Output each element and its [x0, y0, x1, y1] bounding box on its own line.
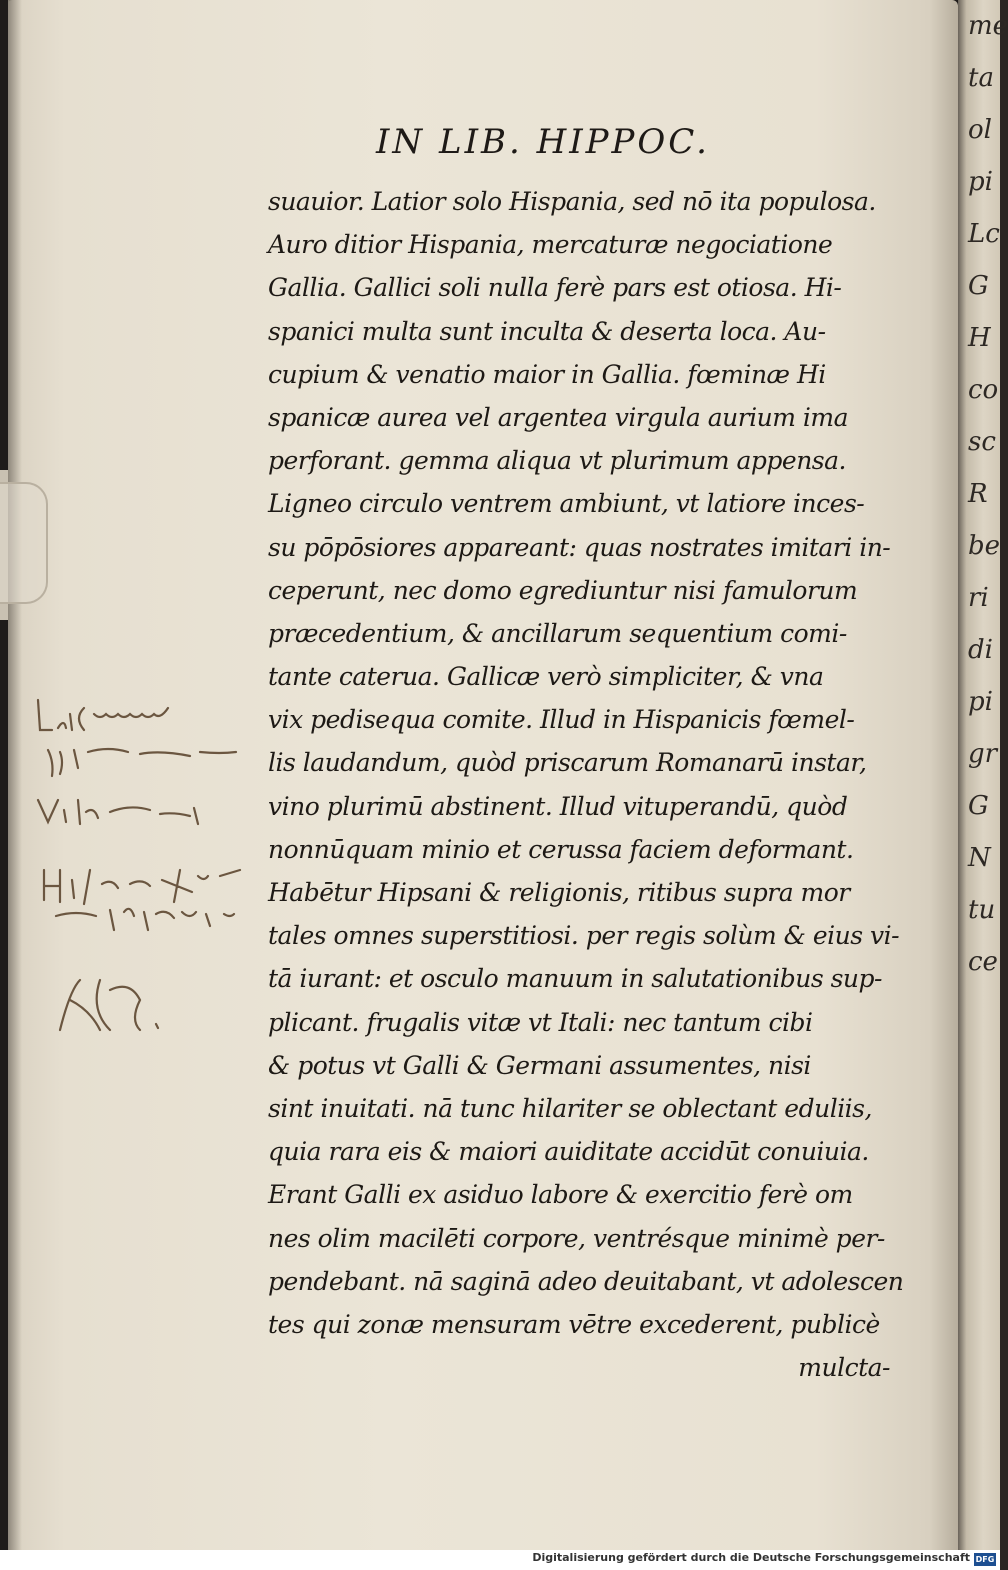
facing-page-fragment: pi	[968, 167, 993, 197]
facing-page-fragment: N	[968, 843, 991, 873]
facing-page-fragment: ol	[968, 115, 992, 145]
facing-page-fragment: gr	[968, 739, 998, 769]
facing-page-fragment: be	[968, 531, 1001, 561]
text-line: quia rara eis & maiori auiditate accidūt conuiuia.	[268, 1137, 869, 1167]
text-line: perforant. gemma aliqua vt plurimum appensa.	[268, 446, 846, 476]
text-line: Auro ditior Hispania, mercaturæ negociatione	[268, 230, 833, 260]
text-line: Gallia. Gallici soli nulla ferè pars est otiosa. Hi-	[268, 273, 842, 303]
book-clip	[0, 482, 48, 604]
text-line: Erant Galli ex asiduo labore & exercitio ferè om	[268, 1180, 853, 1210]
facing-page-fragment: H	[968, 323, 991, 353]
footer-bar	[0, 1550, 1000, 1570]
text-line: tā iurant: et osculo manuum in salutationibus sup-	[268, 964, 882, 994]
text-line: & potus vt Galli & Germani assumentes, nisi	[268, 1050, 811, 1080]
marginalia-drawing	[30, 700, 270, 1060]
text-line: ceperunt, nec domo egrediuntur nisi famulorum	[268, 575, 858, 605]
text-line: plicant. frugalis vitæ vt Itali: nec tantum cibi	[268, 1007, 813, 1037]
facing-page-fragment: ce	[968, 947, 998, 977]
text-line: tante caterua. Gallicæ verò simpliciter, & vna	[268, 662, 824, 692]
body-text	[268, 180, 908, 1389]
facing-page-fragment: G	[968, 791, 989, 821]
text-line: su pōpōsiores appareant: quas nostrates imitari in-	[268, 532, 891, 562]
facing-page-fragment: co	[968, 375, 999, 405]
funding-credit: Digitalisierung gefördert durch die Deutsche Forschungsgemeinschaft	[532, 1551, 970, 1564]
text-line: vino plurimū abstinent. Illud vituperandū, quòd	[268, 791, 848, 821]
manuscript-marginalia	[30, 700, 270, 1060]
facing-page-edge	[958, 0, 1008, 1550]
facing-page-fragment: pi	[968, 687, 993, 717]
facing-page-fragment: ri	[968, 583, 989, 613]
catchword: mulcta-	[798, 1353, 890, 1383]
text-line: nonnūquam minio et cerussa faciem deformant.	[268, 834, 854, 864]
facing-page-fragment: Lc	[968, 219, 1000, 249]
text-line: lis laudandum, quòd priscarum Romanarū instar,	[268, 748, 867, 778]
text-line: Habētur Hipsani & religionis, ritibus supra mor	[268, 878, 850, 907]
facing-page-fragment: di	[968, 635, 993, 665]
text-line: vix pedisequa comite. Illud in Hispanicis fœmel-	[268, 705, 855, 735]
text-line: cupium & venatio maior in Gallia. fœminæ Hi	[268, 359, 826, 389]
text-line: suauior. Latior solo Hispania, sed nō ita populosa.	[268, 187, 876, 216]
gutter-shadow	[8, 0, 22, 1550]
facing-page-fragment: me	[968, 11, 1008, 41]
text-line: nes olim macilēti corpore, ventrésque minimè per-	[268, 1223, 885, 1253]
text-line: tales omnes superstitiosi. per regis solùm & eius vi-	[268, 921, 900, 951]
facing-page-fragment: tu	[968, 895, 996, 925]
text-line: tes qui zonæ mensuram vētre excederent, publicè	[268, 1309, 880, 1339]
text-line: spanicæ aurea vel argentea virgula aurium ima	[268, 402, 849, 432]
facing-page-fragment: ta	[968, 63, 994, 93]
text-line: sint inuitati. nā tunc hilariter se oblectant eduliis,	[268, 1093, 872, 1123]
facing-page-fragment: G	[968, 271, 989, 301]
running-title: IN LIB. HIPPOC.	[376, 122, 710, 162]
text-line: præcedentium, & ancillarum sequentium comi-	[268, 618, 847, 648]
text-line: pendebant. nā saginā adeo deuitabant, vt adolescen	[268, 1266, 904, 1296]
facing-page-fragment: sc	[968, 427, 996, 457]
dfg-logo-icon: DFG	[975, 1555, 995, 1564]
text-line: Ligneo circulo ventrem ambiunt, vt latiore inces-	[268, 489, 865, 519]
text-line: spanici multa sunt inculta & deserta loca. Au-	[268, 316, 826, 346]
facing-page-fragment: R	[968, 479, 988, 509]
